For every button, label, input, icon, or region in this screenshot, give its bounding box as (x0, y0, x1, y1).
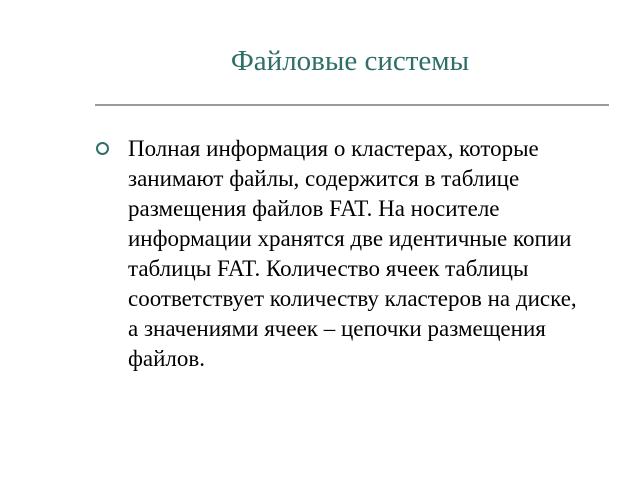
title-divider (95, 104, 609, 106)
slide-title: Файловые системы (230, 45, 470, 77)
bullet-list (92, 134, 592, 374)
bullet-item (92, 134, 592, 374)
hollow-circle-bullet-icon (96, 142, 109, 155)
bullet-text: Полная информация о кластерах, которые занимают файлы, содержится в таблице размещения файлов FAT. На носителе информации хранятся две идентичные копии таблицы FAT. Количество ячеек таблицы соответствует количеству кластеров на диске, а значениями ячеек – цепочки размещения файлов. (128, 136, 577, 371)
